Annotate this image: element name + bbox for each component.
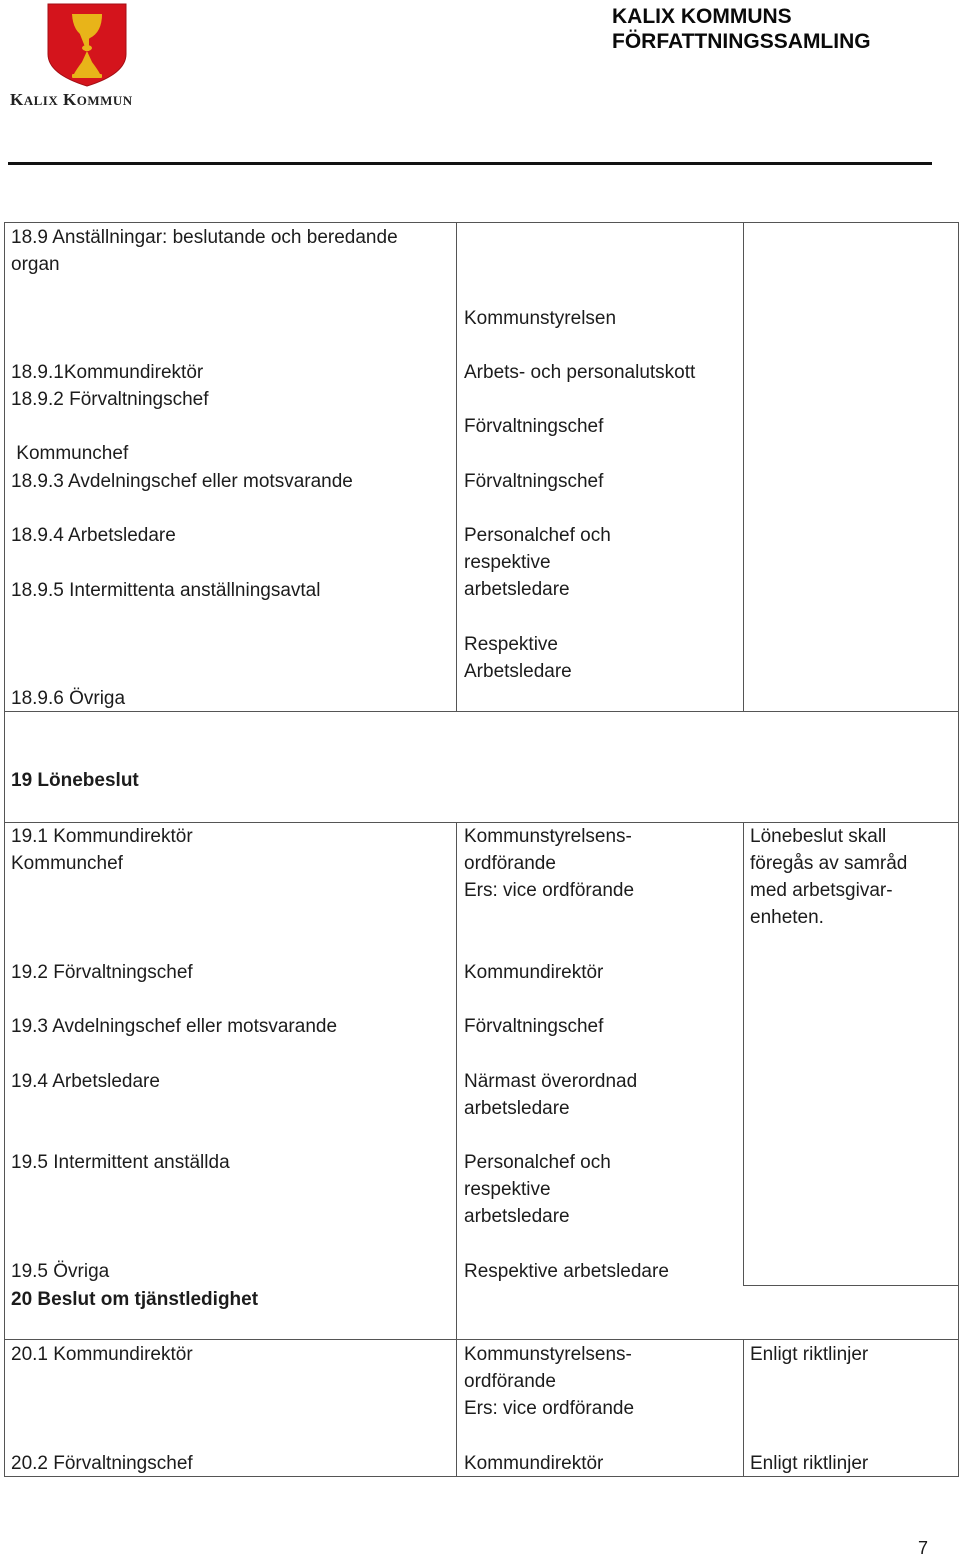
item-19-5: 19.5 Intermittent anställda xyxy=(11,1152,230,1173)
item-20-2: 20.2 Förvaltningschef xyxy=(11,1453,193,1474)
organ-18-9-1: Kommunstyrelsen xyxy=(464,308,617,329)
organ-19-4: Närmast överordnad arbetsledare xyxy=(464,1071,638,1119)
organ-18-9-3: Förvaltningschef xyxy=(464,471,604,492)
section-18-9-heading: 18.9 Anställningar: beslutande och beredande organ xyxy=(11,227,398,275)
item-18-9-3: 18.9.3 Avdelningschef eller motsvarande xyxy=(11,471,353,492)
item-18-9-1: 18.9.1Kommundirektör Kommunchef xyxy=(11,362,204,464)
organ-18-9-4: Personalchef och respektive arbetsledare xyxy=(464,525,611,600)
organ-20-2: Kommundirektör xyxy=(464,1453,604,1474)
organ-20-1: Kommunstyrelsens- ordförande Ers: vice ordförande xyxy=(464,1344,635,1419)
item-19-1: 19.1 Kommundirektör Kommunchef xyxy=(11,826,193,874)
organ-18-9-6: Respektive Arbetsledare xyxy=(464,634,572,682)
item-18-9-4: 18.9.4 Arbetsledare xyxy=(11,525,176,546)
column-divider-1 xyxy=(456,222,457,712)
item-19-5-ovriga: 19.5 Övriga xyxy=(11,1261,110,1282)
document-collection-title: KALIX KOMMUNS FÖRFATTNINGSSAMLING xyxy=(612,5,871,53)
row-divider xyxy=(743,1285,959,1286)
note-20-1: Enligt riktlinjer xyxy=(750,1344,869,1365)
row-divider xyxy=(4,1339,959,1340)
shield-chalice-icon xyxy=(10,2,130,90)
item-19-4: 19.4 Arbetsledare xyxy=(11,1071,160,1092)
row-divider xyxy=(4,711,959,712)
column-divider-2 xyxy=(743,1339,744,1477)
table-right-border xyxy=(958,222,959,1477)
table-left-border xyxy=(4,222,5,1477)
item-20-1: 20.1 Kommundirektör xyxy=(11,1344,193,1365)
organ-19-5: Personalchef och respektive arbetsledare xyxy=(464,1152,611,1227)
item-19-2: 19.2 Förvaltningschef xyxy=(11,962,193,983)
item-18-9-2: 18.9.2 Förvaltningschef xyxy=(11,389,209,410)
item-18-9-6: 18.9.6 Övriga xyxy=(11,688,126,709)
column-divider-1 xyxy=(456,822,457,1477)
header-rule xyxy=(8,162,932,165)
note-19-1: Lönebeslut skall föregås av samråd med arbetsgivar- enheten. xyxy=(750,826,908,928)
organ-18-9-2: Förvaltningschef xyxy=(464,416,604,437)
column-divider-2 xyxy=(743,822,744,1285)
page-number: 7 xyxy=(918,1538,929,1558)
organ-19-3: Förvaltningschef xyxy=(464,1016,604,1037)
organ-19-2: Kommundirektör xyxy=(464,962,604,983)
section-20-heading: 20 Beslut om tjänstledighet xyxy=(11,1289,259,1310)
column-divider-2 xyxy=(743,222,744,712)
item-18-9-5: 18.9.5 Intermittenta anställningsavtal xyxy=(11,580,321,601)
note-20-2: Enligt riktlinjer xyxy=(750,1453,869,1474)
section-19-heading: 19 Lönebeslut xyxy=(11,770,139,791)
table-top-border xyxy=(4,222,959,223)
organ-19-5-ovriga: Respektive arbetsledare xyxy=(464,1261,669,1282)
item-19-3: 19.3 Avdelningschef eller motsvarande xyxy=(11,1016,338,1037)
organ-18-9-1b: Arbets- och personalutskott xyxy=(464,362,696,383)
kalix-kommun-logo-text: KALIX KOMMUN xyxy=(10,90,133,109)
organ-19-1: Kommunstyrelsens- ordförande Ers: vice ordförande xyxy=(464,826,635,901)
